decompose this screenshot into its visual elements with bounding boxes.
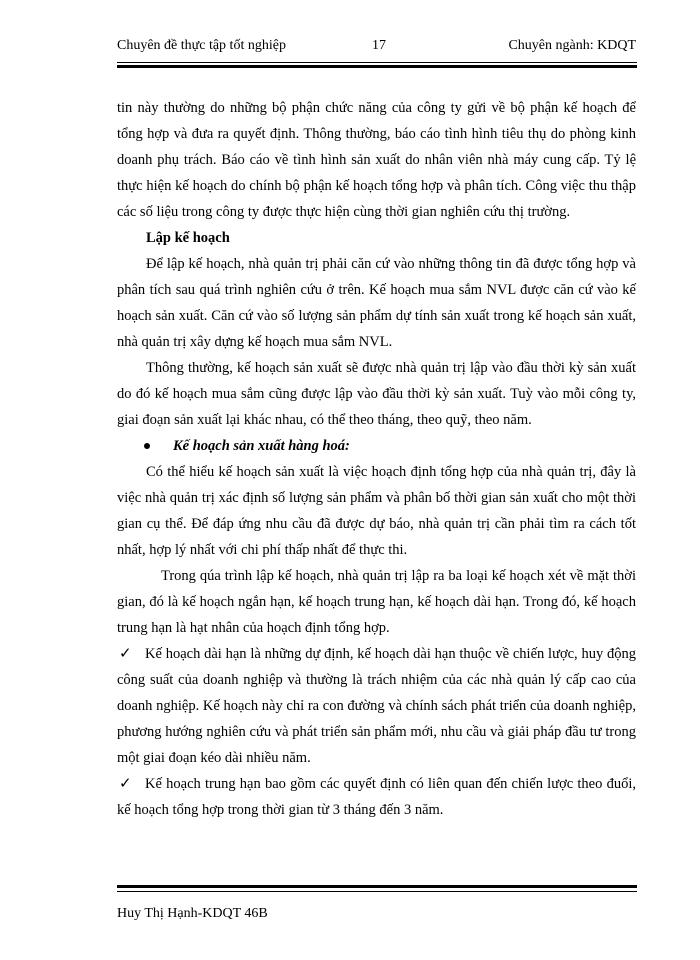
check-item-medium-term — [117, 771, 636, 823]
check-icon: ✓ — [119, 776, 132, 792]
paragraph-intro: tin này thường do những bộ phận chức năng của công ty gửi về bộ phận kế hoạch để tổng hợp và đưa ra quyết định. Thông thường, báo cáo tình hình tiêu thụ do phòng kinh doanh phụ trách. Báo cáo về tình hình sản xuất do nhân viên nhà máy cung cấp. Tỷ lệ thực hiện kế hoạch do chính bộ phận kế hoạch tổng hợp và phân tích. Công việc thu thập các số liệu trong công ty được thực hiện cùng thời gian nghiên cứu thị trường. — [117, 100, 636, 220]
header-rule-thick — [117, 65, 637, 68]
header-major: Chuyên ngành: KDQT — [508, 38, 636, 53]
bullet-label: Kế hoạch sản xuất hàng hoá: — [173, 438, 350, 454]
paragraph-planning-timing: Thông thường, kế hoạch sản xuất sẽ được nhà quản trị lập vào đầu thời kỳ sản xuất do đó kế hoạch mua sắm cũng được lập vào đầu thời kỳ sản xuất. Tuỳ vào mỗi công ty, giai đoạn sản xuất lại khác nhau, có thể theo tháng, theo quỹ, theo năm. — [117, 360, 636, 428]
check-item-medium-term-text: Kế hoạch trung hạn bao gồm các quyết định có liên quan đến chiến lược theo đuổi, kế hoạch tổng hợp trong thời gian từ 3 tháng đến 3 năm. — [117, 776, 636, 818]
footer-rule-thin — [117, 891, 637, 892]
check-item-long-term — [117, 641, 636, 771]
page-number: 17 — [372, 38, 386, 53]
paragraph-production-plan: Có thể hiểu kế hoạch sản xuất là việc hoạch định tổng hợp của nhà quản trị, đây là việc nhà quản trị xác định số lượng sản phẩm và phân bố thời gian sản xuất cho một thời gian cụ thể. Để đáp ứng nhu cầu đã được dự báo, nhà quản trị cần phải tìm ra cách tốt nhất, hợp lý nhất với chi phí thấp nhất để thực thi. — [117, 464, 636, 558]
page-footer: Huy Thị Hạnh-KDQT 46B — [117, 906, 268, 921]
paragraph-plan-types: Trong qúa trình lập kế hoạch, nhà quản trị lập ra ba loại kế hoạch xét về mặt thời gian, đó là kế hoạch ngắn hạn, kế hoạch trung hạn, kế hoạch dài hạn. Trong đó, kế hoạch trung hạn là hạt nhân của hoạch định tổng hợp. — [117, 568, 636, 636]
check-item-long-term-text: Kế hoạch dài hạn là những dự định, kế hoạch dài hạn thuộc về chiến lược, huy động công suất của doanh nghiệp và thường là trách nhiệm của các nhà quản lý cấp cao của doanh nghiệp. Kế hoạch này chỉ ra con đường và chính sách phát triển của doanh nghiệp, phương hướng nghiên cứu và phát triển sản phẩm mới, nhu cầu và giải pháp đầu tư trong một giai đoạn kéo dài nhiều năm. — [117, 646, 636, 766]
page-content — [117, 95, 636, 823]
footer-rule-thick — [117, 885, 637, 888]
section-heading: Lập kế hoạch — [146, 230, 230, 246]
bullet-item — [117, 433, 636, 459]
header-title: Chuyên đề thực tập tốt nghiệp — [117, 38, 286, 53]
paragraph-planning-basis: Để lập kế hoạch, nhà quản trị phải căn cứ vào những thông tin đã được tổng hợp và phân tích sau quá trình nghiên cứu ở trên. Kế hoạch mua sắm NVL được căn cứ vào kế hoạch sản xuất. Căn cứ vào số lượng sản phẩm dự tính sản xuất trong kế hoạch sản xuất, nhà quản trị xây dựng kế hoạch mua sắm NVL. — [117, 256, 636, 350]
header-rule-thin — [117, 62, 637, 63]
bullet-icon — [144, 443, 150, 449]
check-icon: ✓ — [119, 646, 132, 662]
page-header — [117, 38, 636, 58]
